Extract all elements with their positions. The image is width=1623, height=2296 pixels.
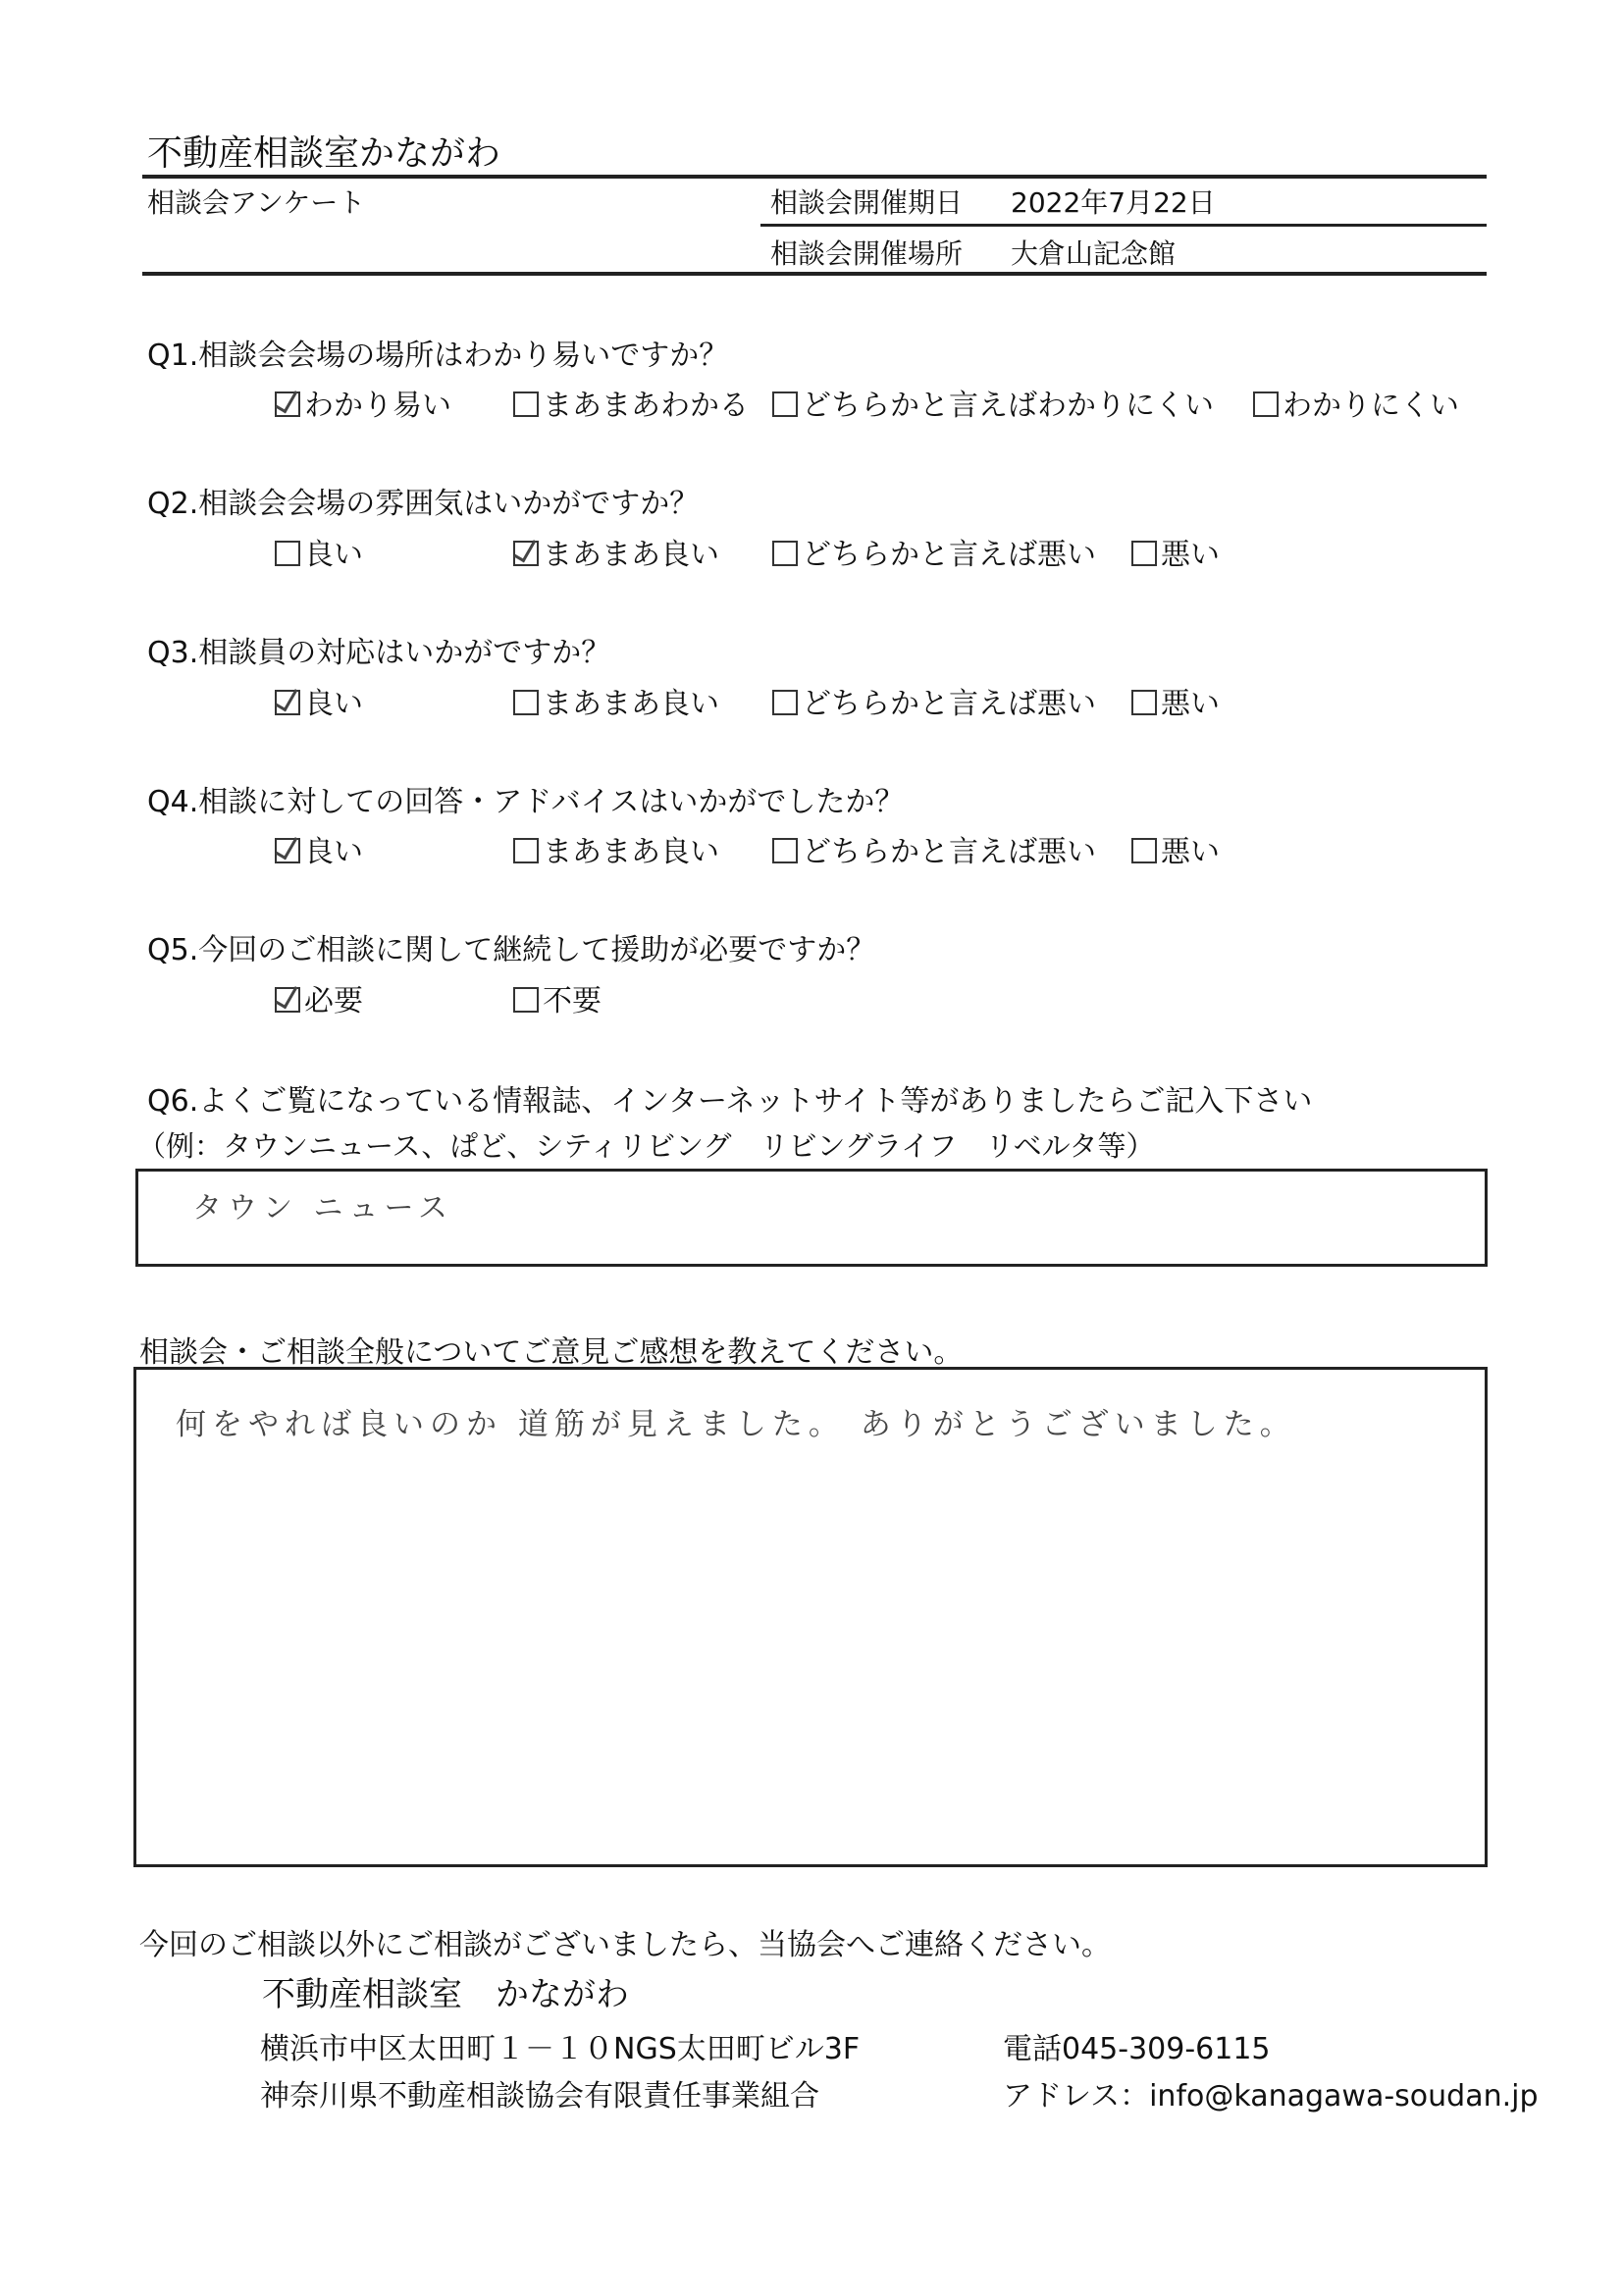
footer-phone: 電話045-309-6115: [1003, 2032, 1271, 2066]
form-title: 相談会アンケート: [147, 186, 366, 219]
header-divider: [142, 175, 1487, 179]
question-3: Q3.相談員の対応はいかがですか？: [147, 636, 611, 670]
q4-option-3[interactable]: どちらかと言えば悪い: [772, 827, 1096, 870]
question-4: Q4.相談に対しての回答・アドバイスはいかがでしたか？: [147, 785, 905, 819]
question-5: Q5.今回のご相談に関して継続して援助が必要ですか？: [147, 933, 876, 967]
checkbox-unchecked[interactable]: [513, 690, 539, 715]
checkbox-unchecked[interactable]: [513, 987, 539, 1013]
q5-option-2[interactable]: 不要: [513, 976, 602, 1019]
question-1: Q1.相談会会場の場所はわかり易いですか？: [147, 339, 729, 373]
q2-option-2[interactable]: まあまあ良い: [513, 530, 719, 573]
checkbox-unchecked[interactable]: [1131, 690, 1157, 715]
comments-answer: 何をやれば良いのか 道筋が見えました。 ありがとうございました。: [176, 1407, 1296, 1442]
q3-option-4[interactable]: 悪い: [1131, 679, 1220, 722]
q1-option-4[interactable]: わかりにくい: [1253, 381, 1459, 424]
checkbox-unchecked[interactable]: [1131, 541, 1157, 566]
q1-option-1[interactable]: わかり易い: [275, 381, 451, 424]
question-6-example: （例：タウンニュース、ぱど、シティリビング リビングライフ リベルタ等）: [137, 1129, 1155, 1163]
comments-label: 相談会・ご相談全般についてご意見ご感想を教えてください。: [139, 1335, 964, 1370]
q2-option-4[interactable]: 悪い: [1131, 530, 1220, 573]
footer-notice: 今回のご相談以外にご相談がございましたら、当協会へご連絡ください。: [139, 1928, 1111, 1962]
checkbox-unchecked[interactable]: [513, 391, 539, 417]
checkbox-checked[interactable]: [275, 690, 300, 715]
q4-option-4[interactable]: 悪い: [1131, 827, 1220, 870]
question-3-options: [275, 679, 1482, 721]
q3-option-2[interactable]: まあまあ良い: [513, 679, 719, 722]
checkbox-unchecked[interactable]: [772, 541, 798, 566]
info-source-answer-box[interactable]: [135, 1169, 1488, 1267]
checkbox-unchecked[interactable]: [275, 541, 300, 566]
q1-option-2[interactable]: まあまあわかる: [513, 381, 749, 424]
q4-option-2[interactable]: まあまあ良い: [513, 827, 719, 870]
date-divider: [760, 224, 1487, 227]
date-label: 相談会開催期日: [770, 186, 964, 219]
question-2: Q2.相談会会場の雰囲気はいかがですか？: [147, 487, 700, 521]
question-6: Q6.よくご覧になっている情報誌、インターネットサイト等がありましたらご記入下さい: [147, 1084, 1313, 1119]
comments-answer-box[interactable]: [133, 1367, 1488, 1867]
venue-value: 大倉山記念館: [1011, 237, 1177, 270]
q2-option-1[interactable]: 良い: [275, 530, 363, 573]
checkbox-unchecked[interactable]: [1253, 391, 1279, 417]
checkbox-unchecked[interactable]: [772, 838, 798, 863]
question-2-options: [275, 530, 1482, 572]
footer-association: 神奈川県不動産相談協会有限責任事業組合: [260, 2079, 819, 2113]
info-source-answer: タウン ニュース: [192, 1191, 454, 1226]
q4-option-1[interactable]: 良い: [275, 827, 363, 870]
q2-option-3[interactable]: どちらかと言えば悪い: [772, 530, 1096, 573]
checkbox-unchecked[interactable]: [772, 690, 798, 715]
footer-organization: 不動産相談室 かながわ: [262, 1975, 629, 2014]
organization-title: 不動産相談室かながわ: [147, 133, 501, 174]
footer-address: 横浜市中区太田町１－１０NGS太田町ビル3F: [260, 2032, 861, 2066]
question-1-options: [275, 381, 1482, 423]
checkbox-unchecked[interactable]: [1131, 838, 1157, 863]
checkbox-unchecked[interactable]: [772, 391, 798, 417]
checkbox-checked[interactable]: [275, 838, 300, 863]
checkbox-checked[interactable]: [275, 391, 300, 417]
q5-option-1[interactable]: 必要: [275, 976, 363, 1019]
header-bottom-divider: [142, 272, 1487, 276]
q1-option-3[interactable]: どちらかと言えばわかりにくい: [772, 381, 1214, 424]
checkbox-checked[interactable]: [513, 541, 539, 566]
checkbox-checked[interactable]: [275, 987, 300, 1013]
footer-email[interactable]: アドレス：info@kanagawa-soudan.jp: [1003, 2079, 1539, 2113]
venue-label: 相談会開催場所: [770, 237, 964, 270]
date-value: 2022年7月22日: [1011, 186, 1216, 219]
question-4-options: [275, 827, 1482, 869]
q3-option-1[interactable]: 良い: [275, 679, 363, 722]
checkbox-unchecked[interactable]: [513, 838, 539, 863]
question-5-options: [275, 976, 864, 1016]
q3-option-3[interactable]: どちらかと言えば悪い: [772, 679, 1096, 722]
